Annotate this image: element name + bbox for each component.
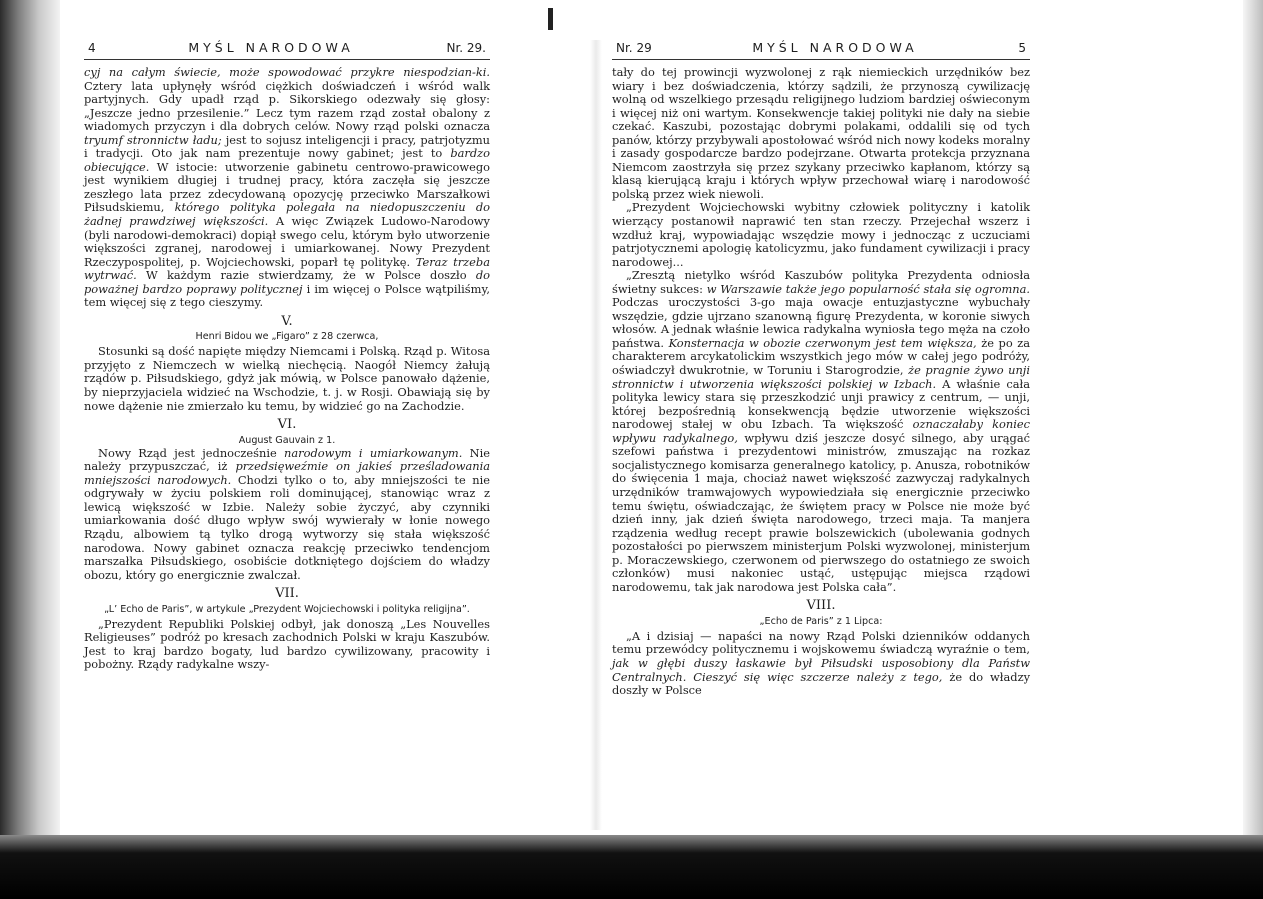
text-run: i im więcej o Polsce wątpiliśmy, tem więcej się z tego cieszymy. (84, 281, 491, 310)
running-head-left (84, 40, 490, 60)
journal-title: MYŚL NARODOWA (188, 40, 354, 55)
italic-run: narodowym i umiarkowanym. (284, 445, 463, 460)
section-heading: VI. (277, 417, 297, 433)
page-gutter (590, 40, 602, 830)
text-run: Nie należy przypuszczać, iż (84, 445, 490, 474)
section-heading: VII. (275, 586, 299, 602)
scan-shadow-right (1243, 0, 1263, 899)
italic-run: w Warszawie także jego popularność stała się ogromna. (706, 281, 1030, 296)
left-page-body (84, 66, 490, 672)
section-heading: V. (281, 313, 293, 329)
section-source: „Echo de Paris” z 1 Lipca: (759, 615, 883, 627)
paragraph (84, 66, 490, 310)
text-run: A właśnie cała polityka lewicy stara się przeszkodzić unji prawicy z centrum, — unji, której bezpośrednią konsekwencją będzie utworzenie większości narodowej stałej w obu Izbach. Ta większość (612, 376, 1030, 432)
paragraph: „Prezydent Wojciechowski wybitny człowiek polityczny i katolik wierzący postanowił naprawić ten stan rzeczy. Przejechał wszerz i wzdłuż kraj, wypowiadając wszędzie mowy i jednocząc z uczuciami patrjotycznemi apologię katolicyzmu, jako fundament cywilizacji i pracy narodowej... (612, 200, 1030, 269)
italic-run: bardzo obiecujące. (84, 146, 490, 174)
italic-run: tryumf stronnictw ładu; (84, 132, 222, 147)
text-run: W istocie: utworzenie gabinetu centrowo-prawicowego jest wynikiem długiej i trudnej pracy, która zaczęła się jeszcze zeszłego lata przez zdecydowaną opozycję przeciwko Marszałkowi Piłsudskiemu, (84, 159, 490, 215)
text-run: wpływu dziś jeszcze dosyć silnego, aby urągać szefowi państwa i prezydentowi ministrów, zmuszając na rozkaz socjalistycznego komisarza generalnego katolicy, p. Anusza, robotników do święcenia 1 maja, chociaż nawet większość zazwyczaj radykalnych urzędników tramwajowych wypowiedziała się energicznie przeciwko temu świętu, oświadczając, że świętem pracy w Polsce nie może być dzień inny, jak dzień święta narodowego, trzeci maja. Ta manjera rządzenia według recept prawie bolszewickich (ubolewania godnych pozostałości po pierwszem ministerjum Polski wyzwolonej, ministerjum p. Moraczewskiego, czerwonem od pierwszego do ostatniego ze swoich członków) musi nakoniec ustąć, ustępując miejsca rządowi narodowemu, tak jak narodowa jest Polska cała”. (612, 430, 1030, 594)
italic-run: Teraz trzeba wytrwać. (84, 254, 490, 283)
italic-run: do poważnej bardzo poprawy politycznej (84, 268, 490, 296)
section-source: August Gauvain z 1. (238, 434, 336, 446)
section-heading: VIII. (806, 598, 836, 614)
text-run: jest to sojusz inteligencji i pracy, patrjotyzmu i tradycji. Oto jak nam prezentuje nowy gabinet; jest to (84, 132, 491, 161)
text-run: A więc Związek Ludowo-Narodowy (byli narodowi-demokraci) dopiął swego celu, którym było utworzenie większości zgranej, narodowej i umiarkowanej. Nowy Prezydent Rzeczypospolitej, p. Wojciechowski, poparł tę politykę. (84, 214, 490, 269)
paragraph: Stosunki są dość napięte między Niemcami i Polską. Rząd p. Witosa przyjęto z Niemczech w wielką niechęcią. Naogół Niemcy żałują rządów p. Piłsudskiego, gdyż jak mówią, w Polsce panowało dążenie, by nieprzyjaciela widzieć na Wschodzie, t. j. w Rosji. Obawiają się by nowe dążenie nie zmierzało ku temu, by widzieć go na Zachodzie. (84, 344, 490, 413)
paragraph (84, 447, 490, 582)
paragraph (612, 630, 1030, 698)
paragraph: tały do tej prowincji wyzwolonej z rąk niemieckich urzędników bez wiary i bez doświadczenia, którzy sądzili, że przynoszą cywilizację wolną od wszelkiego przesądu religijnego ludziom bardziej oświeconym i więcej niż oni wartym. Konsekwencje takiej polityki nie dały na siebie czekać. Kaszubi, pozostając dobrymi polakami, oddalili się od tych panów, którzy przybywali apostołować wśród nich nowy kodeks moralny i zasady gospodarcze bardzo podejrzane. Otwarta protekcja przyznana Niemcom zaostrzyła się przez szykany przeciwko kapłanom, którzy są klasą kierującą kraju i których wpływ przechował wiarę i narodowość polską przez wiek niewoli. (612, 65, 1031, 201)
section-source: „L’ Echo de Paris”, w artykule „Prezydent Wojciechowski i polityka religijna”. (104, 603, 470, 615)
gutter-mark (548, 8, 553, 30)
page-number: 5 (1018, 41, 1026, 55)
paragraph: „Prezydent Republiki Polskiej odbył, jak donoszą „Les Nouvelles Religieuses” podróż po kresach zachodnich Polski w kraju Kaszubów. Jest to kraj bardzo bogaty, lud bardzo cywilizowany, pracowity i pobożny. Rządy radykalne wszy- (84, 616, 490, 672)
italic-run: cyj na całym świecie, może spowodować przykre niespodzian-ki. (84, 65, 490, 79)
right-page-body (612, 66, 1030, 698)
text-run: Cztery lata upłynęły wśród ciężkich doświadczeń i wśród walk partyjnych. Gdy upadł rząd p. Sikorskiego odezwały się głosy: „Jeszcze jedno przesilenie.” Lecz tym razem rząd został obalony z wiadomych przyczyn i dla dobrych celów. Nowy rząd polski oznacza (84, 78, 490, 134)
italic-run: że pragnie żywo unji stronnictw i utworzenia większości polskiej w Izbach. (612, 363, 1030, 391)
scan-shadow-left (0, 0, 60, 899)
text-run: że po za charakterem arcykatolickim wszystkich jego mów w całej jego podróży, oświadczył dwukrotnie, w Toruniu i Starogrodzie, (612, 335, 1031, 378)
text-run: „Zresztą nietylko wśród Kaszubów polityka Prezydenta odniosła świetny sukces: (612, 268, 1030, 296)
issue-number: Nr. 29 (616, 41, 652, 55)
journal-title: MYŚL NARODOWA (752, 40, 918, 55)
text-run: „A i dzisiaj — napaści na nowy Rząd Polski dzienników oddanych temu przewódcy politycznemu i wojskowemu świadczą wyraźnie o tem, (612, 628, 1030, 657)
scan-bottom-edge (0, 835, 1263, 899)
page-number: 4 (88, 41, 96, 55)
italic-run: Konsternacja w obozie czerwonym jest tem większa, (668, 335, 977, 350)
text-run: Podczas uroczystości 3-go maja owacje entuzjastyczne wybuchały wszędzie, gdzie ujrzano szanowną figurę Prezydenta, w koronie siwych włosów. A jednak właśnie lewica radykalna wyniosła tego męża na czoło państwa. (612, 295, 1030, 350)
right-page (612, 40, 1030, 698)
issue-number: Nr. 29. (446, 41, 486, 55)
text-run: W każdym razie stwierdzamy, że w Polsce doszło (136, 268, 476, 283)
running-head-right (612, 40, 1030, 60)
italic-run: którego polityka polegała na niedopuszczeniu do żadnej prawdziwej większości. (84, 200, 490, 229)
paragraph (612, 269, 1030, 594)
italic-run: przedsięweźmie on jakieś prześladowania mniejszości narodowych. (84, 459, 490, 487)
text-run: Nowy Rząd jest jednocześnie (98, 445, 285, 460)
text-run: że do władzy doszły w Polsce (612, 669, 1030, 698)
italic-run: jak w głębi duszy łaskawie był Piłsudski usposobiony dla Państw Centralnych. Cieszyć się więc szczerze należy z tego, (612, 655, 1030, 684)
section-source: Henri Bidou we „Figaro” z 28 czerwca, (195, 331, 379, 343)
italic-run: oznaczałaby koniec wpływu radykalnego, (612, 417, 1030, 445)
text-run: Chodzi tylko o to, aby mniejszości te nie odgrywały w życiu polskiem roli dominującej, stanowiąc wraz z lewicą większość w Izbie. Należy sobie życzyć, aby czynniki umiarkowania dość długo wpływ swój wywierały w łonie nowego Rządu, albowiem tą tylko drogą wytworzy się stała większość narodowa. Nowy gabinet oznacza reakcję przeciwko tendencjom marszałka Piłsudskiego, osobiście dotkniętego dojściem do władzy obozu, który go energicznie zwalczał. (84, 472, 490, 582)
left-page (84, 40, 490, 672)
